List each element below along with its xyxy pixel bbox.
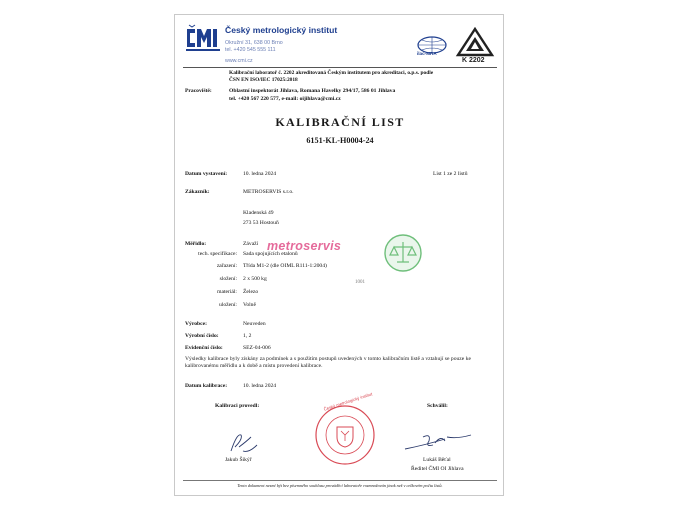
stamp-number: 1001 [355,280,365,285]
instrument-label: Měřidlo: [185,241,207,247]
official-seal [313,391,377,467]
footer-divider [183,480,497,481]
registry-value: SEZ-04-006 [243,345,271,351]
customer-name: METROSERVIS s.r.o. [243,189,294,195]
accreditation-badge [455,27,495,67]
header-divider [183,67,497,68]
accreditation-line-2: ČSN EN ISO/IEC 17025:2018 [229,77,298,83]
manufacturer-label: Výrobce: [185,321,207,327]
results-statement: Výsledky kalibrace byly získány za podmínek a s použitím postupů uvedených v tomto kalibračním listě a vztahují se pouze ke kalibrovanému měřidlu a k době a místu provedení kalibrace. [185,356,471,370]
ilac-label: ilac-MRA [417,51,437,56]
spec-value: Sada spojujících etalonů [243,251,298,257]
org-name: Český metrologický institut [225,25,338,35]
workplace-label: Pracoviště: [185,88,212,94]
document-title: KALIBRAČNÍ LIST [275,115,405,129]
org-web: www.cmi.cz [225,58,253,64]
serial-label: Výrobní číslo: [185,333,219,339]
issue-date-value: 10. ledna 2024 [243,171,277,177]
class-label: zařazení: [216,263,237,269]
composition-value: 2 x 500 kg [243,276,267,282]
accreditation-triangle-icon [455,27,495,57]
customer-label: Zákazník: [185,189,210,195]
ilac-badge [413,35,451,59]
green-stamp [383,233,423,273]
storage-label: uložení: [218,302,237,308]
performer-signature [225,429,265,455]
instrument-name: Závaží [243,241,259,247]
accreditation-number: K 2202 [462,57,485,64]
material-label: materiál: [217,289,237,295]
approver-signature [399,429,479,455]
issue-date-label: Datum vystavení: [185,171,228,177]
metroservis-stamp: metroservis [267,239,342,253]
calibration-date-value: 10. ledna 2024 [243,383,277,389]
registry-label: Evidenční číslo: [185,345,223,351]
scale-stamp-icon [383,233,423,273]
performer-name: Jakub Šikýř [225,457,252,463]
workplace-address: Oblastní inspektorát Jihlava, Romana Havelky 294/17, 586 01 Jihlava [229,88,396,94]
cmi-logo-graphic [184,23,222,53]
customer-city: 273 53 Hostouň [243,220,279,226]
storage-value: Volně [243,302,256,308]
class-value: Třída M1-2 (dle OIML R111-1:2004) [243,263,327,269]
org-address: Okružní 31, 638 00 Brno [225,40,283,46]
performed-by-label: Kalibraci provedl: [215,403,260,409]
approver-name: Lukáš Běťal [423,457,451,463]
accreditation-line-1: Kalibrační laboratoř č. 2202 akreditovaná Českým institutem pro akreditaci, o.p.s. podle [229,70,434,76]
seal-text: Český metrologický institut [323,391,373,412]
signature-graphic-2 [399,429,479,455]
serial-value: 1, 2 [243,333,252,339]
footer-note: Tento dokument nesmí být bez písemného souhlasu prováděcí laboratoře rozmnožován jinak než v celkovém počtu listů. [237,483,443,488]
signature-graphic [225,429,265,455]
manufacturer-value: Neuveden [243,321,266,327]
composition-label: složení: [219,276,237,282]
workplace-contact: tel. +420 567 220 577, e-mail: oijihlava@cmi.cz [229,96,341,102]
org-phone: tel. +420 545 555 111 [225,47,276,53]
seal-graphic [313,403,377,467]
page-info: List 1 ze 2 listů [433,171,468,177]
spec-label: tech. specifikace: [198,251,237,257]
calibration-certificate [174,14,504,496]
material-value: Železo [243,289,259,295]
calibration-date-label: Datum kalibrace: [185,383,228,389]
approver-title: Ředitel ČMI OI Jihlava [411,466,464,472]
certificate-number: 6151-KL-H0004-24 [306,136,374,145]
customer-street: Kladenská 49 [243,210,274,216]
cmi-logo [184,23,222,53]
approved-by-label: Schválil: [427,403,448,409]
